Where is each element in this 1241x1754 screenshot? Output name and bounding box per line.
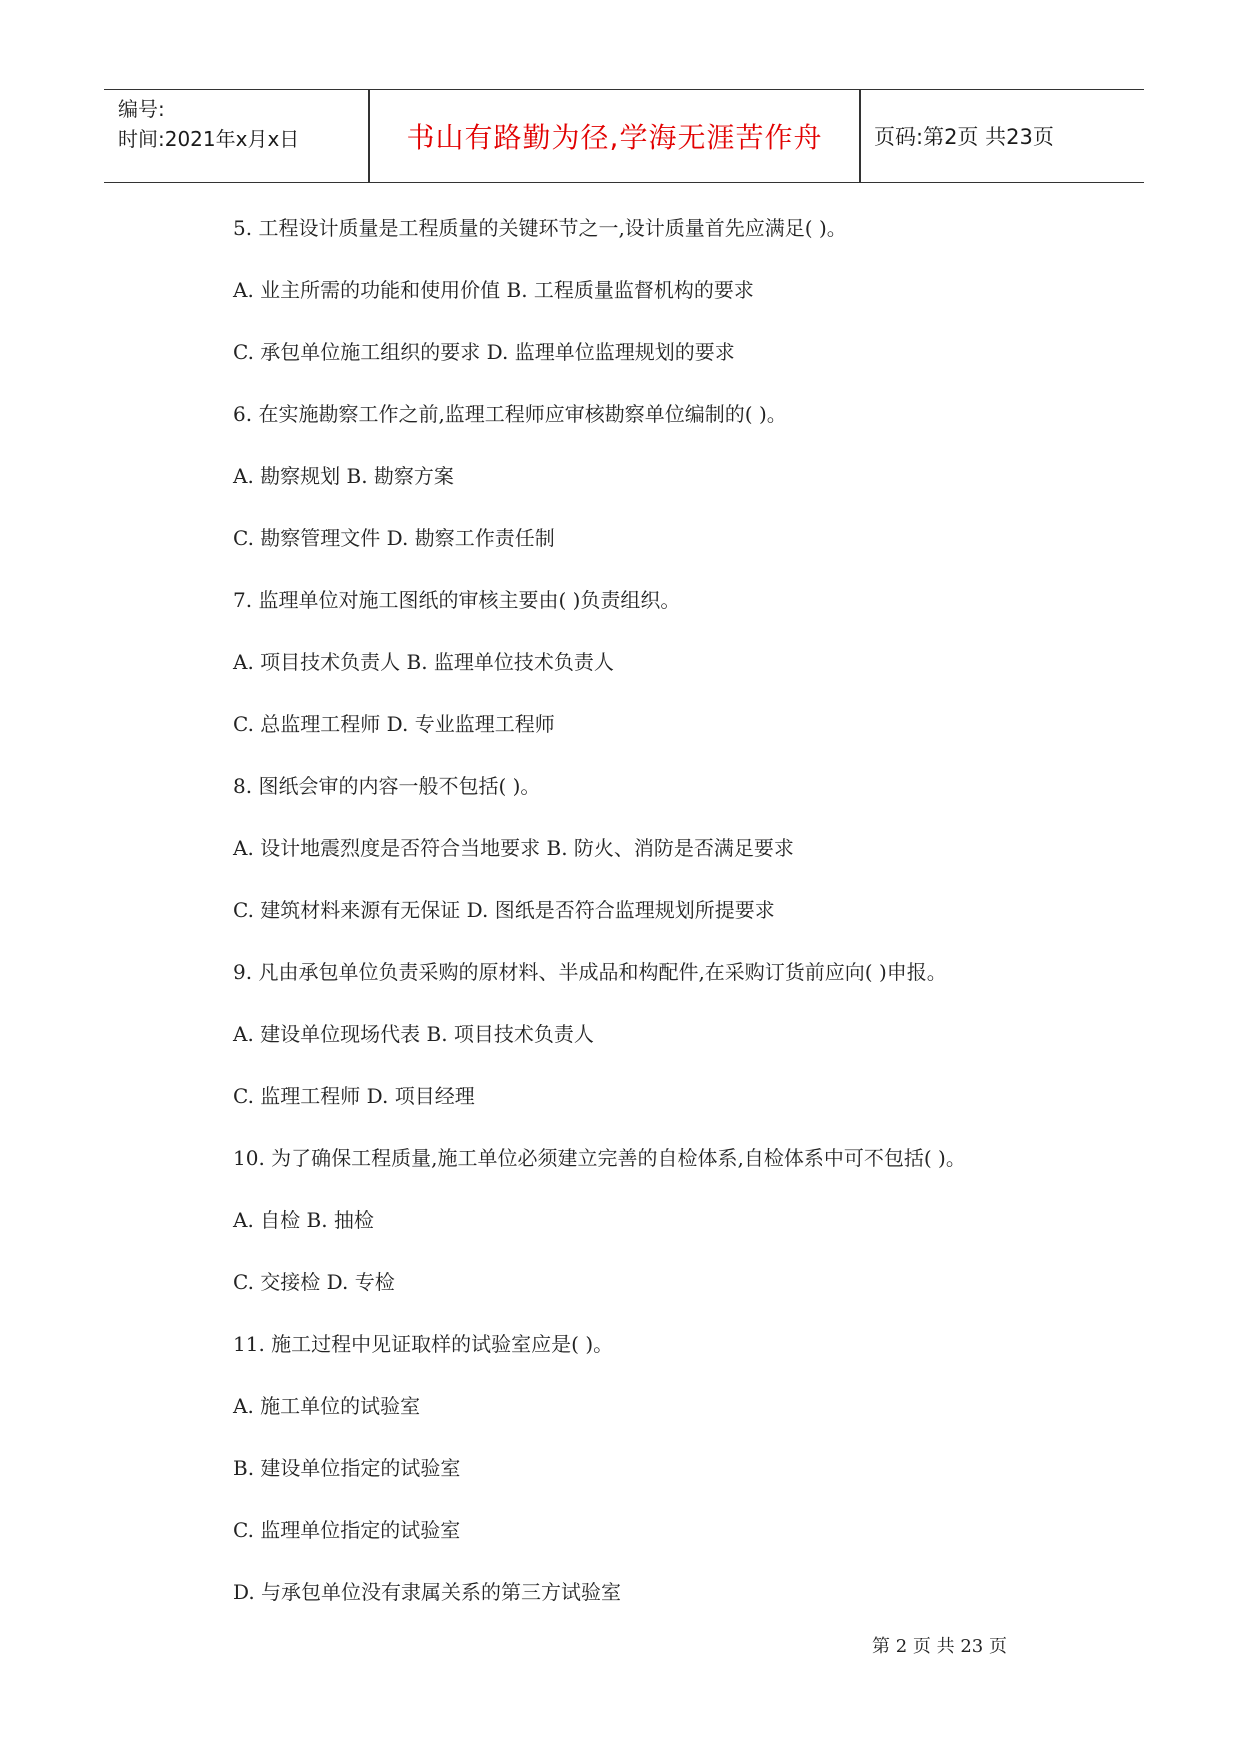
- option-line: D. 与承包单位没有隶属关系的第三方试验室: [233, 1580, 622, 1604]
- option-line: C. 交接检 D. 专检: [233, 1270, 395, 1294]
- option-line: A. 施工单位的试验室: [233, 1394, 421, 1418]
- page-header: [104, 89, 1144, 183]
- option-line: B. 建设单位指定的试验室: [233, 1456, 461, 1480]
- option-line: C. 监理单位指定的试验室: [233, 1518, 461, 1542]
- question-line: 8. 图纸会审的内容一般不包括( )。: [233, 774, 541, 798]
- question-line: 9. 凡由承包单位负责采购的原材料、半成品和构配件,在采购订货前应向( )申报。: [233, 960, 947, 984]
- option-line: A. 项目技术负责人 B. 监理单位技术负责人: [233, 650, 614, 674]
- option-line: C. 建筑材料来源有无保证 D. 图纸是否符合监理规划所提要求: [233, 898, 775, 922]
- option-line: A. 业主所需的功能和使用价值 B. 工程质量监督机构的要求: [233, 278, 754, 302]
- option-line: C. 总监理工程师 D. 专业监理工程师: [233, 712, 555, 736]
- question-line: 10. 为了确保工程质量,施工单位必须建立完善的自检体系,自检体系中可不包括( )。: [233, 1146, 966, 1170]
- option-line: A. 勘察规划 B. 勘察方案: [233, 464, 454, 488]
- question-list: [233, 208, 1113, 1634]
- header-divider: [859, 90, 861, 182]
- header-page-code: 页码:第2页 共23页: [874, 125, 1054, 149]
- question-line: 7. 监理单位对施工图纸的审核主要由( )负责组织。: [233, 588, 681, 612]
- option-line: A. 建设单位现场代表 B. 项目技术负责人: [233, 1022, 594, 1046]
- question-line: 6. 在实施勘察工作之前,监理工程师应审核勘察单位编制的( )。: [233, 402, 787, 426]
- number-label: 编号:: [118, 97, 165, 121]
- option-line: C. 承包单位施工组织的要求 D. 监理单位监理规划的要求: [233, 340, 735, 364]
- question-line: 11. 施工过程中见证取样的试验室应是( )。: [233, 1332, 614, 1356]
- header-meta: [118, 94, 368, 154]
- header-motto: 书山有路勤为径,学海无涯苦作舟: [406, 121, 823, 154]
- page-footer: 第 2 页 共 23 页: [872, 1636, 1007, 1657]
- option-line: A. 设计地震烈度是否符合当地要求 B. 防火、消防是否满足要求: [233, 836, 794, 860]
- time-label: 时间:2021年x月x日: [118, 127, 300, 151]
- option-line: C. 监理工程师 D. 项目经理: [233, 1084, 475, 1108]
- question-line: 5. 工程设计质量是工程质量的关键环节之一,设计质量首先应满足( )。: [233, 216, 847, 240]
- option-line: C. 勘察管理文件 D. 勘察工作责任制: [233, 526, 555, 550]
- option-line: A. 自检 B. 抽检: [233, 1208, 374, 1232]
